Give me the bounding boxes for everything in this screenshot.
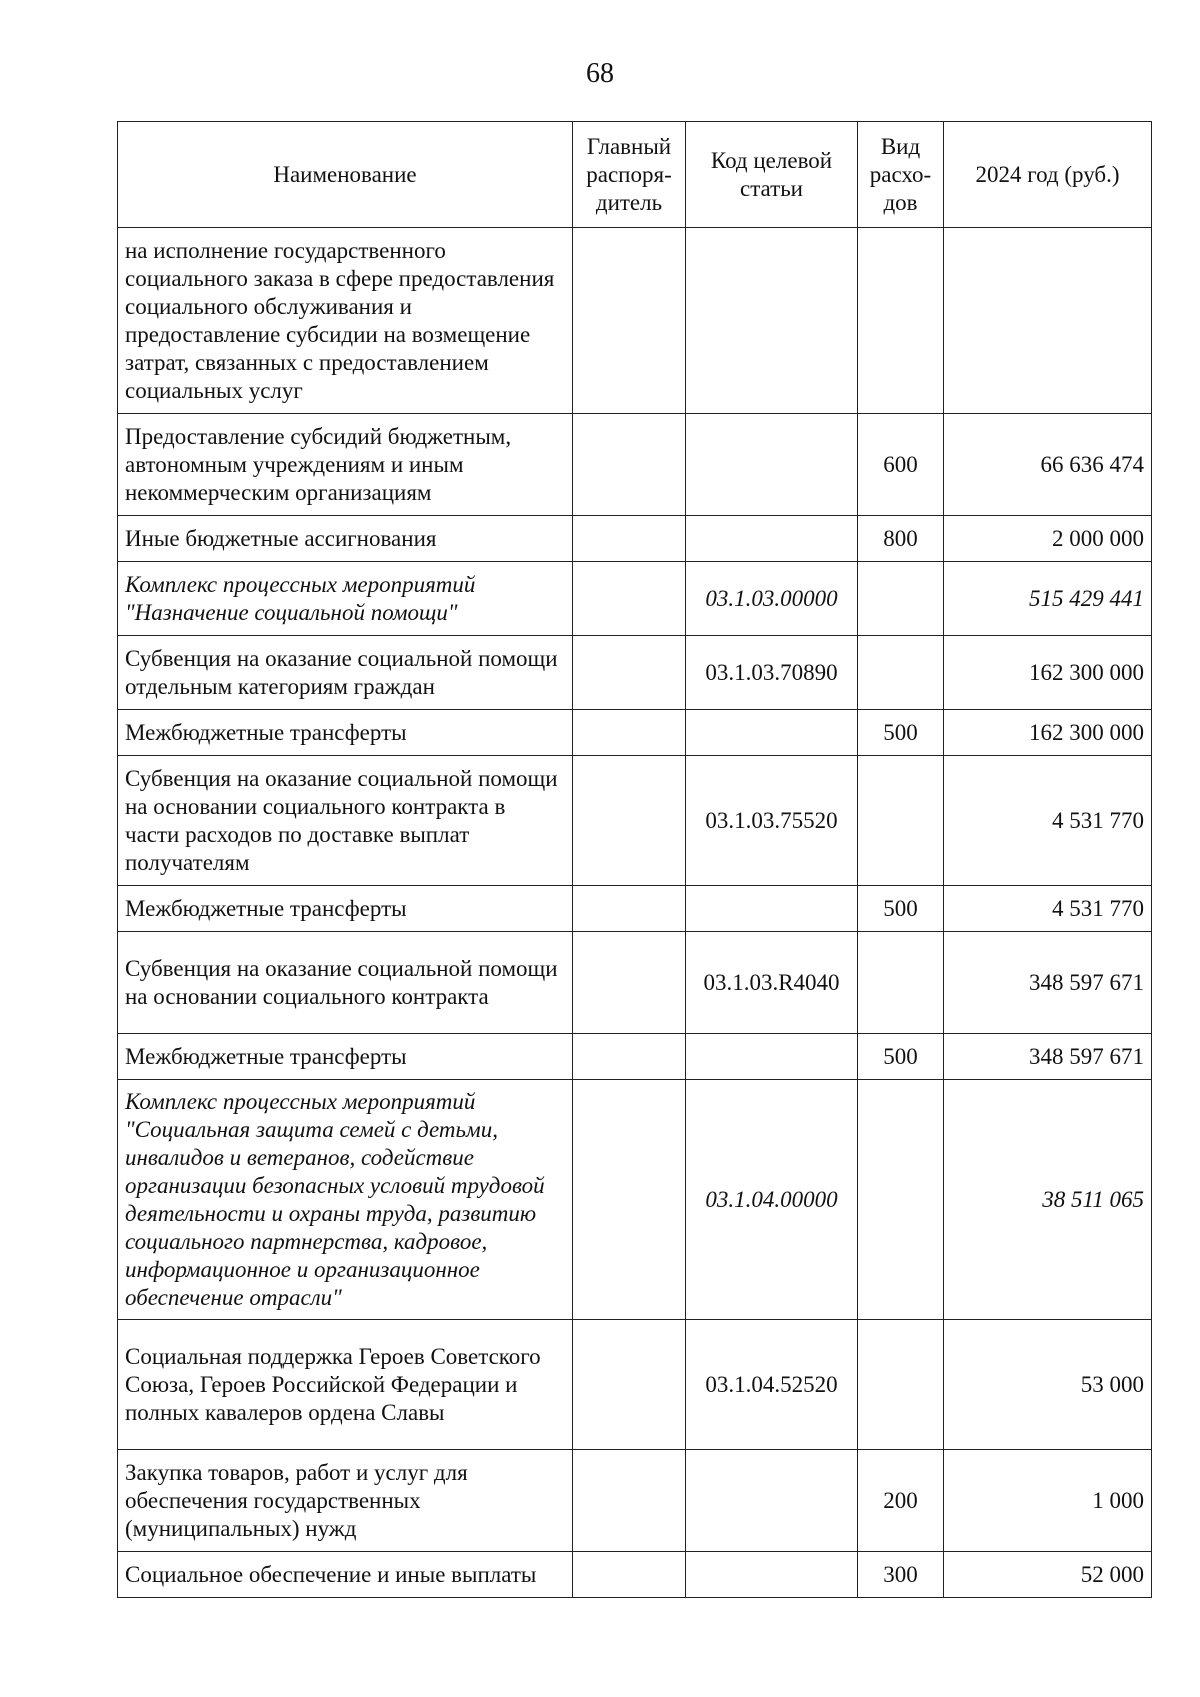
row-code	[686, 1552, 858, 1598]
row-amount	[944, 228, 1152, 414]
row-amount: 162 300 000	[944, 636, 1152, 710]
row-type	[858, 756, 944, 886]
row-amount: 162 300 000	[944, 710, 1152, 756]
row-type	[858, 1080, 944, 1320]
row-code: 03.1.03.75520	[686, 756, 858, 886]
header-main-manager: Главный распоря-дитель	[573, 122, 686, 228]
row-main-manager	[573, 636, 686, 710]
row-code	[686, 228, 858, 414]
row-code: 03.1.03.00000	[686, 562, 858, 636]
row-amount: 348 597 671	[944, 932, 1152, 1034]
header-target-code: Код целевой статьи	[686, 122, 858, 228]
table-row-section	[118, 1080, 1152, 1320]
row-name: Субвенция на оказание социальной помощи на основании социального контракта	[118, 932, 573, 1034]
row-main-manager	[573, 516, 686, 562]
row-name: Комплекс процессных мероприятий "Социальная защита семей с детьми, инвалидов и ветеранов, содействие организации безопасных условий трудовой деятельности и охраны труда, развитию социального партнерства, кадровое, информационное и организационное обеспечение отрасли"	[118, 1080, 573, 1320]
row-main-manager	[573, 1320, 686, 1450]
header-amount: 2024 год (руб.)	[944, 122, 1152, 228]
row-amount: 515 429 441	[944, 562, 1152, 636]
row-main-manager	[573, 1034, 686, 1080]
row-name: Субвенция на оказание социальной помощи на основании социального контракта в части расходов по доставке выплат получателям	[118, 756, 573, 886]
row-code: 03.1.03.70890	[686, 636, 858, 710]
row-main-manager	[573, 1080, 686, 1320]
row-code	[686, 414, 858, 516]
table-header-row	[118, 122, 1152, 228]
row-code: 03.1.03.R4040	[686, 932, 858, 1034]
row-main-manager	[573, 1450, 686, 1552]
row-main-manager	[573, 886, 686, 932]
row-type: 200	[858, 1450, 944, 1552]
table-row	[118, 1552, 1152, 1598]
row-main-manager	[573, 562, 686, 636]
row-code	[686, 710, 858, 756]
row-main-manager	[573, 228, 686, 414]
table-row	[118, 886, 1152, 932]
row-name: Межбюджетные трансферты	[118, 710, 573, 756]
row-name: Предоставление субсидий бюджетным, автономным учреждениям и иным некоммерческим организациям	[118, 414, 573, 516]
row-code	[686, 1034, 858, 1080]
row-name: Социальная поддержка Героев Советского Союза, Героев Российской Федерации и полных кавалеров ордена Славы	[118, 1320, 573, 1450]
header-name: Наименование	[118, 122, 573, 228]
row-type: 300	[858, 1552, 944, 1598]
row-name: Межбюджетные трансферты	[118, 1034, 573, 1080]
row-main-manager	[573, 932, 686, 1034]
row-code	[686, 516, 858, 562]
row-main-manager	[573, 414, 686, 516]
row-name: Социальное обеспечение и иные выплаты	[118, 1552, 573, 1598]
header-expense-type: Вид расхо-дов	[858, 122, 944, 228]
row-amount: 1 000	[944, 1450, 1152, 1552]
row-code: 03.1.04.00000	[686, 1080, 858, 1320]
row-type	[858, 1320, 944, 1450]
row-name: Комплекс процессных мероприятий "Назначение социальной помощи"	[118, 562, 573, 636]
row-amount: 4 531 770	[944, 886, 1152, 932]
row-type: 800	[858, 516, 944, 562]
row-type: 600	[858, 414, 944, 516]
row-code: 03.1.04.52520	[686, 1320, 858, 1450]
page-number: 68	[586, 58, 614, 89]
table-row	[118, 756, 1152, 886]
table-row	[118, 1450, 1152, 1552]
row-type	[858, 636, 944, 710]
row-amount: 53 000	[944, 1320, 1152, 1450]
row-code	[686, 1450, 858, 1552]
row-main-manager	[573, 710, 686, 756]
table-row	[118, 228, 1152, 414]
row-amount: 52 000	[944, 1552, 1152, 1598]
table-row	[118, 1320, 1152, 1450]
table-row	[118, 1034, 1152, 1080]
row-name: Закупка товаров, работ и услуг для обеспечения государственных (муниципальных) нужд	[118, 1450, 573, 1552]
row-name: Межбюджетные трансферты	[118, 886, 573, 932]
row-type	[858, 562, 944, 636]
table-row	[118, 516, 1152, 562]
row-type: 500	[858, 710, 944, 756]
row-main-manager	[573, 756, 686, 886]
table-row	[118, 932, 1152, 1034]
row-type: 500	[858, 1034, 944, 1080]
budget-table	[117, 121, 1152, 1598]
row-name: на исполнение государственного социального заказа в сфере предоставления социального обслуживания и предоставление субсидии на возмещение затрат, связанных с предоставлением социальных услуг	[118, 228, 573, 414]
row-amount: 2 000 000	[944, 516, 1152, 562]
row-type: 500	[858, 886, 944, 932]
row-name: Субвенция на оказание социальной помощи отдельным категориям граждан	[118, 636, 573, 710]
row-amount: 38 511 065	[944, 1080, 1152, 1320]
row-amount: 66 636 474	[944, 414, 1152, 516]
row-code	[686, 886, 858, 932]
row-amount: 348 597 671	[944, 1034, 1152, 1080]
table-row	[118, 636, 1152, 710]
row-type	[858, 228, 944, 414]
row-type	[858, 932, 944, 1034]
row-amount: 4 531 770	[944, 756, 1152, 886]
row-main-manager	[573, 1552, 686, 1598]
table-row	[118, 710, 1152, 756]
table-row	[118, 414, 1152, 516]
table-row-section	[118, 562, 1152, 636]
row-name: Иные бюджетные ассигнования	[118, 516, 573, 562]
